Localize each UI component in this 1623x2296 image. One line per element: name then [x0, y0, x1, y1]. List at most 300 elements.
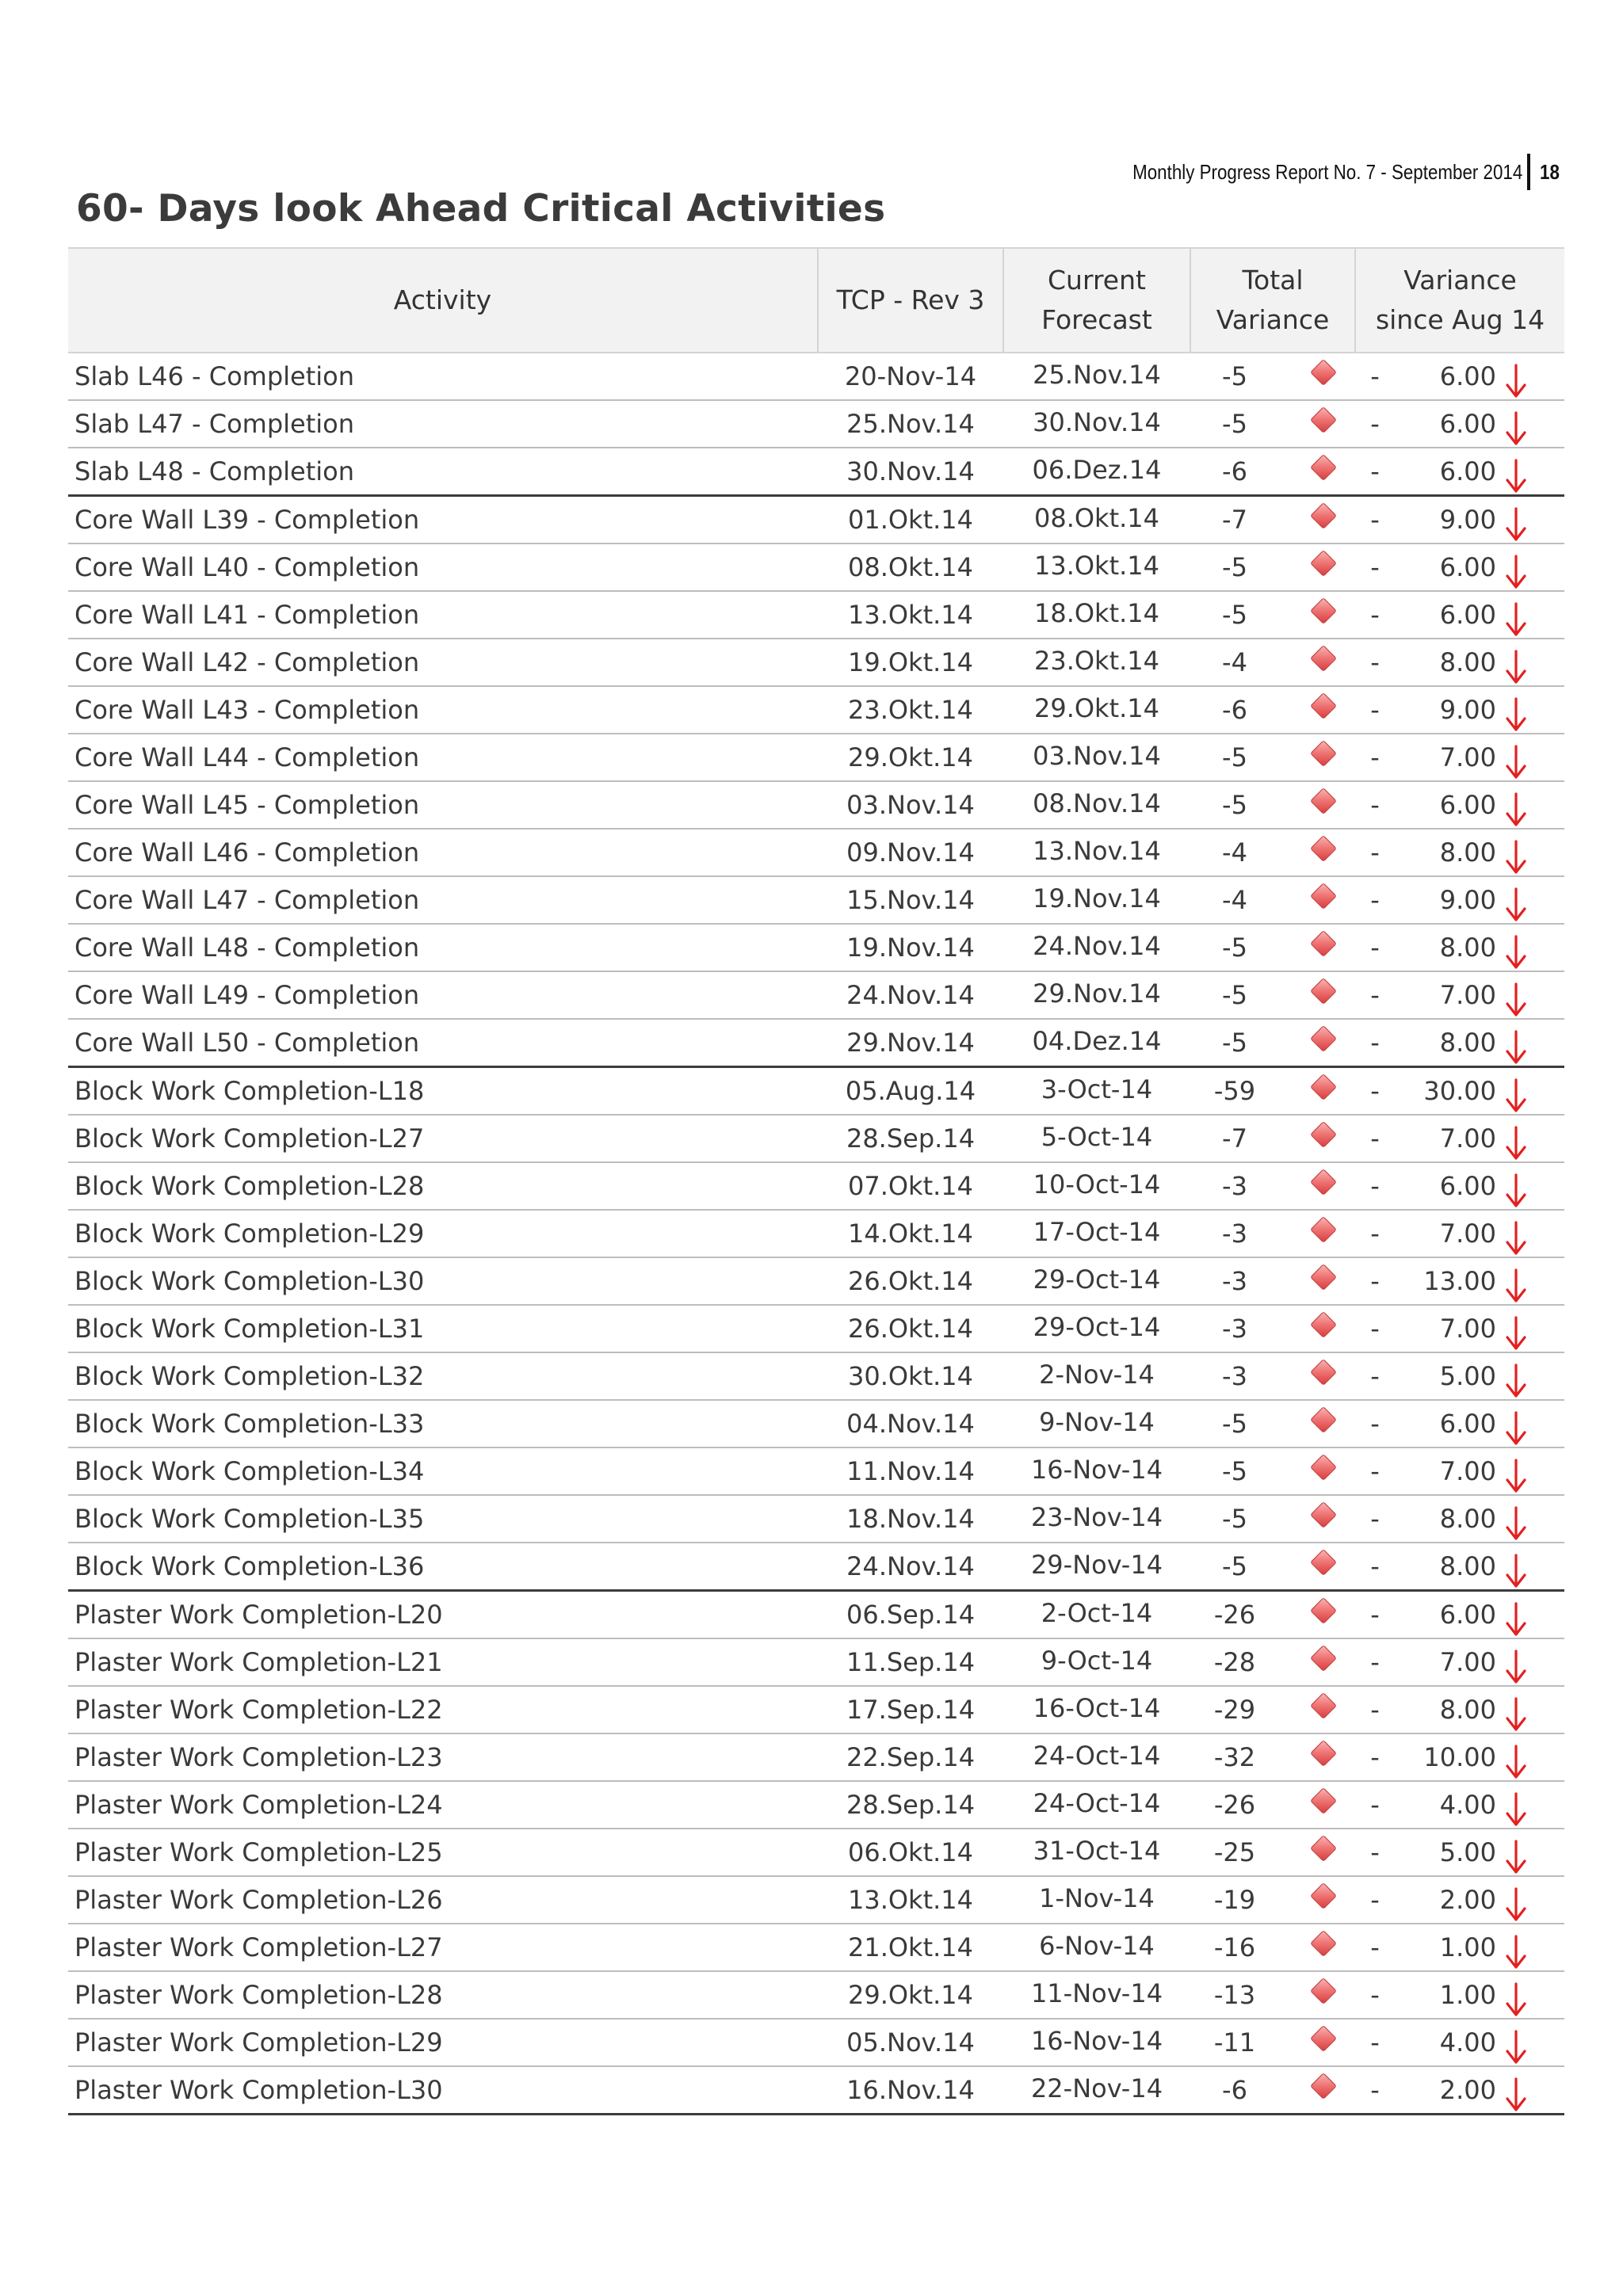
tcp-date-cell: 09.Nov.14	[818, 829, 1003, 876]
trend-cell	[1499, 829, 1564, 876]
forecast-date-cell: 9-Nov-14	[1003, 1398, 1190, 1446]
dash-cell: -	[1355, 1400, 1395, 1447]
total-variance-cell: -6	[1190, 2066, 1300, 2115]
red-diamond-icon	[1310, 597, 1337, 624]
tcp-date-cell: 26.Okt.14	[818, 1257, 1003, 1305]
forecast-date-cell: 29.Okt.14	[1003, 685, 1190, 732]
red-down-arrow-icon	[1499, 502, 1564, 537]
red-diamond-icon	[1310, 930, 1337, 957]
total-variance-cell: -3	[1190, 1210, 1300, 1257]
indicator-cell	[1300, 1971, 1355, 2019]
variance-since-cell: 6.00	[1395, 1400, 1499, 1447]
forecast-date-cell: 24-Oct-14	[1003, 1779, 1190, 1827]
trend-cell	[1499, 400, 1564, 448]
activity-cell: Core Wall L40 - Completion	[68, 543, 818, 591]
red-down-arrow-icon	[1499, 1311, 1564, 1346]
column-header-activity: Activity	[68, 248, 818, 353]
forecast-date-cell: 17-Oct-14	[1003, 1208, 1190, 1256]
activity-cell: Core Wall L39 - Completion	[68, 496, 818, 544]
dash-cell: -	[1355, 971, 1395, 1019]
red-diamond-icon	[1310, 1501, 1337, 1528]
forecast-date-cell: 2-Nov-14	[1003, 1351, 1190, 1398]
dash-cell: -	[1355, 876, 1395, 924]
table-row	[68, 1591, 1564, 1639]
tcp-date-cell: 16.Nov.14	[818, 2066, 1003, 2115]
variance-since-cell: 7.00	[1395, 1447, 1499, 1495]
variance-since-cell: 2.00	[1395, 2066, 1499, 2115]
indicator-cell	[1300, 1067, 1355, 1116]
red-down-arrow-icon	[1499, 1597, 1564, 1632]
red-diamond-icon	[1310, 1359, 1337, 1386]
forecast-date-cell: 24.Nov.14	[1003, 922, 1190, 970]
forecast-date-cell: 08.Nov.14	[1003, 780, 1190, 827]
tcp-date-cell: 25.Nov.14	[818, 400, 1003, 448]
red-down-arrow-icon	[1499, 2073, 1564, 2107]
dash-cell: -	[1355, 1495, 1395, 1543]
forecast-date-cell: 03.Nov.14	[1003, 732, 1190, 780]
tcp-date-cell: 30.Nov.14	[818, 448, 1003, 496]
indicator-cell	[1300, 1495, 1355, 1543]
red-diamond-icon	[1310, 1978, 1337, 2004]
red-diamond-icon	[1310, 1597, 1337, 1624]
indicator-cell	[1300, 400, 1355, 448]
forecast-date-cell: 30.Nov.14	[1003, 399, 1190, 446]
dash-cell: -	[1355, 1591, 1395, 1639]
variance-since-cell: 2.00	[1395, 1876, 1499, 1924]
variance-since-cell: 6.00	[1395, 1591, 1499, 1639]
red-down-arrow-icon	[1499, 550, 1564, 585]
dash-cell: -	[1355, 686, 1395, 734]
dash-cell: -	[1355, 1019, 1395, 1067]
red-down-arrow-icon	[1499, 1740, 1564, 1775]
column-header-tcp: TCP - Rev 3	[818, 248, 1003, 353]
table-row	[68, 639, 1564, 686]
red-diamond-icon	[1310, 502, 1337, 529]
trend-cell	[1499, 686, 1564, 734]
red-down-arrow-icon	[1499, 930, 1564, 965]
tcp-date-cell: 29.Okt.14	[818, 734, 1003, 781]
total-variance-cell: -3	[1190, 1305, 1300, 1352]
table-row	[68, 1686, 1564, 1733]
red-down-arrow-icon	[1499, 788, 1564, 822]
total-variance-cell: -28	[1190, 1638, 1300, 1686]
dash-cell: -	[1355, 2066, 1395, 2115]
variance-since-cell: 9.00	[1395, 686, 1499, 734]
dash-cell: -	[1355, 924, 1395, 971]
red-diamond-icon	[1310, 1454, 1337, 1481]
trend-cell	[1499, 1115, 1564, 1162]
header-divider	[1527, 154, 1530, 190]
variance-since-cell: 5.00	[1395, 1352, 1499, 1400]
trend-cell	[1499, 1686, 1564, 1733]
red-diamond-icon	[1310, 1645, 1337, 1672]
red-down-arrow-icon	[1499, 835, 1564, 870]
total-variance-cell: -5	[1190, 924, 1300, 971]
indicator-cell	[1300, 1543, 1355, 1591]
indicator-cell	[1300, 1352, 1355, 1400]
variance-since-cell: 8.00	[1395, 639, 1499, 686]
dash-cell: -	[1355, 1829, 1395, 1876]
total-variance-cell: -5	[1190, 543, 1300, 591]
activity-cell: Plaster Work Completion-L22	[68, 1686, 818, 1733]
activity-cell: Block Work Completion-L31	[68, 1305, 818, 1352]
trend-cell	[1499, 1971, 1564, 2019]
trend-cell	[1499, 496, 1564, 544]
total-variance-cell: -13	[1190, 1971, 1300, 2019]
forecast-date-cell: 9-Oct-14	[1003, 1637, 1190, 1684]
tcp-date-cell: 06.Sep.14	[818, 1591, 1003, 1639]
table-row	[68, 1543, 1564, 1591]
total-variance-cell: -3	[1190, 1352, 1300, 1400]
total-variance-cell: -5	[1190, 734, 1300, 781]
red-diamond-icon	[1310, 454, 1337, 481]
red-down-arrow-icon	[1499, 1787, 1564, 1822]
indicator-cell	[1300, 448, 1355, 496]
trend-cell	[1499, 1352, 1564, 1400]
red-diamond-icon	[1310, 788, 1337, 814]
table-header-row	[68, 248, 1564, 353]
tcp-date-cell: 29.Okt.14	[818, 1971, 1003, 2019]
page-title: 60- Days look Ahead Critical Activities	[76, 187, 886, 231]
forecast-date-cell: 10-Oct-14	[1003, 1161, 1190, 1208]
total-variance-cell: -4	[1190, 829, 1300, 876]
red-down-arrow-icon	[1499, 1835, 1564, 1870]
activity-cell: Core Wall L42 - Completion	[68, 639, 818, 686]
variance-since-cell: 6.00	[1395, 1162, 1499, 1210]
table-row	[68, 1781, 1564, 1829]
activity-cell: Core Wall L46 - Completion	[68, 829, 818, 876]
red-down-arrow-icon	[1499, 883, 1564, 917]
table-row	[68, 1971, 1564, 2019]
table-row	[68, 1638, 1564, 1686]
forecast-date-cell: 18.Okt.14	[1003, 589, 1190, 637]
red-down-arrow-icon	[1499, 645, 1564, 680]
indicator-cell	[1300, 1305, 1355, 1352]
page-number: 18	[1540, 159, 1560, 184]
tcp-date-cell: 15.Nov.14	[818, 876, 1003, 924]
variance-since-cell: 1.00	[1395, 1924, 1499, 1971]
forecast-date-cell: 25.Nov.14	[1003, 351, 1190, 399]
trend-cell	[1499, 876, 1564, 924]
tcp-date-cell: 26.Okt.14	[818, 1305, 1003, 1352]
table-row	[68, 543, 1564, 591]
indicator-cell	[1300, 1115, 1355, 1162]
tcp-date-cell: 05.Nov.14	[818, 2019, 1003, 2066]
red-down-arrow-icon	[1499, 1359, 1564, 1394]
table-row	[68, 1733, 1564, 1781]
activity-cell: Block Work Completion-L34	[68, 1447, 818, 1495]
indicator-cell	[1300, 1210, 1355, 1257]
forecast-date-cell: 23.Okt.14	[1003, 637, 1190, 685]
variance-since-cell: 13.00	[1395, 1257, 1499, 1305]
table-body	[68, 353, 1564, 2115]
tcp-date-cell: 03.Nov.14	[818, 781, 1003, 829]
total-variance-cell: -4	[1190, 639, 1300, 686]
activity-cell: Plaster Work Completion-L30	[68, 2066, 818, 2115]
table-row	[68, 1257, 1564, 1305]
red-diamond-icon	[1310, 740, 1337, 767]
activity-cell: Core Wall L44 - Completion	[68, 734, 818, 781]
forecast-date-cell: 6-Nov-14	[1003, 1922, 1190, 1970]
activity-cell: Plaster Work Completion-L27	[68, 1924, 818, 1971]
variance-since-cell: 7.00	[1395, 1210, 1499, 1257]
indicator-cell	[1300, 1781, 1355, 1829]
total-variance-cell: -11	[1190, 2019, 1300, 2066]
trend-cell	[1499, 1781, 1564, 1829]
variance-since-cell: 9.00	[1395, 496, 1499, 544]
total-variance-cell: -5	[1190, 1400, 1300, 1447]
column-header-current-forecast	[1003, 248, 1190, 353]
activity-cell: Block Work Completion-L33	[68, 1400, 818, 1447]
forecast-date-cell: 06.Dez.14	[1003, 446, 1190, 494]
indicator-cell	[1300, 1162, 1355, 1210]
variance-since-cell: 7.00	[1395, 1115, 1499, 1162]
forecast-date-cell: 24-Oct-14	[1003, 1732, 1190, 1779]
variance-since-cell: 6.00	[1395, 591, 1499, 639]
red-diamond-icon	[1310, 645, 1337, 672]
red-down-arrow-icon	[1499, 1025, 1564, 1060]
dash-cell: -	[1355, 400, 1395, 448]
variance-since-cell: 6.00	[1395, 781, 1499, 829]
activity-cell: Block Work Completion-L32	[68, 1352, 818, 1400]
red-diamond-icon	[1310, 1311, 1337, 1338]
table-row	[68, 1162, 1564, 1210]
dash-cell: -	[1355, 1257, 1395, 1305]
total-variance-cell: -6	[1190, 686, 1300, 734]
trend-cell	[1499, 1829, 1564, 1876]
indicator-cell	[1300, 829, 1355, 876]
activity-cell: Core Wall L43 - Completion	[68, 686, 818, 734]
red-diamond-icon	[1310, 835, 1337, 862]
red-diamond-icon	[1310, 359, 1337, 386]
trend-cell	[1499, 1733, 1564, 1781]
forecast-date-cell: 22-Nov-14	[1003, 2065, 1190, 2113]
activity-cell: Block Work Completion-L27	[68, 1115, 818, 1162]
forecast-date-cell: 23-Nov-14	[1003, 1493, 1190, 1541]
dash-cell: -	[1355, 1115, 1395, 1162]
column-header-total-variance-line1: Total	[1242, 265, 1304, 296]
activity-cell: Block Work Completion-L29	[68, 1210, 818, 1257]
table-row	[68, 1019, 1564, 1067]
variance-since-cell: 4.00	[1395, 1781, 1499, 1829]
indicator-cell	[1300, 781, 1355, 829]
red-down-arrow-icon	[1499, 1264, 1564, 1299]
table-row	[68, 1210, 1564, 1257]
indicator-cell	[1300, 924, 1355, 971]
variance-since-cell: 5.00	[1395, 1829, 1499, 1876]
indicator-cell	[1300, 2066, 1355, 2115]
variance-since-cell: 8.00	[1395, 829, 1499, 876]
red-down-arrow-icon	[1499, 406, 1564, 441]
tcp-date-cell: 24.Nov.14	[818, 1543, 1003, 1591]
column-header-current-forecast-line1: Current	[1048, 265, 1146, 296]
dash-cell: -	[1355, 1971, 1395, 2019]
table-row	[68, 781, 1564, 829]
total-variance-cell: -4	[1190, 876, 1300, 924]
red-diamond-icon	[1310, 1025, 1337, 1052]
variance-since-cell: 6.00	[1395, 448, 1499, 496]
table-row	[68, 2066, 1564, 2115]
table-row	[68, 1352, 1564, 1400]
total-variance-cell: -25	[1190, 1829, 1300, 1876]
trend-cell	[1499, 639, 1564, 686]
red-diamond-icon	[1310, 1549, 1337, 1576]
activity-cell: Plaster Work Completion-L29	[68, 2019, 818, 2066]
indicator-cell	[1300, 353, 1355, 400]
indicator-cell	[1300, 496, 1355, 544]
trend-cell	[1499, 734, 1564, 781]
indicator-cell	[1300, 1638, 1355, 1686]
dash-cell: -	[1355, 1876, 1395, 1924]
red-diamond-icon	[1310, 1882, 1337, 1909]
red-down-arrow-icon	[1499, 1454, 1564, 1489]
dash-cell: -	[1355, 496, 1395, 544]
total-variance-cell: -3	[1190, 1257, 1300, 1305]
forecast-date-cell: 11-Nov-14	[1003, 1970, 1190, 2017]
activity-cell: Plaster Work Completion-L20	[68, 1591, 818, 1639]
total-variance-cell: -5	[1190, 1495, 1300, 1543]
tcp-date-cell: 13.Okt.14	[818, 1876, 1003, 1924]
red-diamond-icon	[1310, 692, 1337, 719]
red-diamond-icon	[1310, 1835, 1337, 1862]
tcp-date-cell: 22.Sep.14	[818, 1733, 1003, 1781]
red-diamond-icon	[1310, 1406, 1337, 1433]
activity-cell: Slab L46 - Completion	[68, 353, 818, 400]
dash-cell: -	[1355, 448, 1395, 496]
report-title: Monthly Progress Report No. 7 - September 2014	[1132, 159, 1523, 184]
table-row	[68, 496, 1564, 544]
trend-cell	[1499, 1305, 1564, 1352]
dash-cell: -	[1355, 639, 1395, 686]
tcp-date-cell: 20-Nov-14	[818, 353, 1003, 400]
trend-cell	[1499, 1543, 1564, 1591]
red-down-arrow-icon	[1499, 1882, 1564, 1917]
tcp-date-cell: 07.Okt.14	[818, 1162, 1003, 1210]
red-down-arrow-icon	[1499, 359, 1564, 394]
column-header-total-variance	[1190, 248, 1355, 353]
total-variance-cell: -26	[1190, 1781, 1300, 1829]
dash-cell: -	[1355, 1543, 1395, 1591]
variance-since-cell: 7.00	[1395, 1305, 1499, 1352]
forecast-date-cell: 2-Oct-14	[1003, 1589, 1190, 1638]
table-row	[68, 1495, 1564, 1543]
table-row	[68, 353, 1564, 400]
tcp-date-cell: 29.Nov.14	[818, 1019, 1003, 1067]
table-row	[68, 829, 1564, 876]
indicator-cell	[1300, 1019, 1355, 1067]
table-row	[68, 1305, 1564, 1352]
forecast-date-cell: 3-Oct-14	[1003, 1066, 1190, 1114]
red-down-arrow-icon	[1499, 597, 1564, 632]
variance-since-cell: 1.00	[1395, 1971, 1499, 2019]
variance-since-cell: 7.00	[1395, 1638, 1499, 1686]
dash-cell: -	[1355, 2019, 1395, 2066]
column-header-current-forecast-line2: Forecast	[1041, 304, 1152, 335]
red-down-arrow-icon	[1499, 1549, 1564, 1584]
indicator-cell	[1300, 1924, 1355, 1971]
total-variance-cell: -59	[1190, 1067, 1300, 1116]
dash-cell: -	[1355, 1781, 1395, 1829]
activity-cell: Slab L48 - Completion	[68, 448, 818, 496]
indicator-cell	[1300, 1876, 1355, 1924]
red-down-arrow-icon	[1499, 740, 1564, 775]
red-diamond-icon	[1310, 883, 1337, 910]
total-variance-cell: -5	[1190, 353, 1300, 400]
trend-cell	[1499, 353, 1564, 400]
activity-cell: Plaster Work Completion-L21	[68, 1638, 818, 1686]
tcp-date-cell: 08.Okt.14	[818, 543, 1003, 591]
variance-since-cell: 10.00	[1395, 1733, 1499, 1781]
variance-since-cell: 4.00	[1395, 2019, 1499, 2066]
forecast-date-cell: 29-Nov-14	[1003, 1541, 1190, 1589]
dash-cell: -	[1355, 1067, 1395, 1116]
forecast-date-cell: 29-Oct-14	[1003, 1256, 1190, 1303]
table-row	[68, 734, 1564, 781]
red-diamond-icon	[1310, 1787, 1337, 1814]
red-down-arrow-icon	[1499, 1169, 1564, 1203]
variance-since-cell: 8.00	[1395, 1543, 1499, 1591]
total-variance-cell: -7	[1190, 1115, 1300, 1162]
red-diamond-icon	[1310, 1930, 1337, 1957]
tcp-date-cell: 30.Okt.14	[818, 1352, 1003, 1400]
red-diamond-icon	[1310, 550, 1337, 577]
forecast-date-cell: 5-Oct-14	[1003, 1113, 1190, 1161]
indicator-cell	[1300, 1686, 1355, 1733]
trend-cell	[1499, 1924, 1564, 1971]
activity-cell: Plaster Work Completion-L24	[68, 1781, 818, 1829]
tcp-date-cell: 21.Okt.14	[818, 1924, 1003, 1971]
dash-cell: -	[1355, 1638, 1395, 1686]
activity-cell: Plaster Work Completion-L28	[68, 1971, 818, 2019]
tcp-date-cell: 19.Nov.14	[818, 924, 1003, 971]
red-diamond-icon	[1310, 1692, 1337, 1719]
variance-since-cell: 8.00	[1395, 1495, 1499, 1543]
red-diamond-icon	[1310, 1121, 1337, 1148]
trend-cell	[1499, 1400, 1564, 1447]
tcp-date-cell: 13.Okt.14	[818, 591, 1003, 639]
dash-cell: -	[1355, 1686, 1395, 1733]
red-down-arrow-icon	[1499, 2025, 1564, 2060]
red-diamond-icon	[1310, 1264, 1337, 1291]
trend-cell	[1499, 591, 1564, 639]
total-variance-cell: -5	[1190, 1447, 1300, 1495]
red-down-arrow-icon	[1499, 1216, 1564, 1251]
activity-cell: Slab L47 - Completion	[68, 400, 818, 448]
table-row	[68, 1067, 1564, 1116]
activity-cell: Block Work Completion-L28	[68, 1162, 818, 1210]
tcp-date-cell: 19.Okt.14	[818, 639, 1003, 686]
table-row	[68, 924, 1564, 971]
forecast-date-cell: 1-Nov-14	[1003, 1875, 1190, 1922]
activity-cell: Plaster Work Completion-L26	[68, 1876, 818, 1924]
trend-cell	[1499, 448, 1564, 496]
indicator-cell	[1300, 1733, 1355, 1781]
dash-cell: -	[1355, 1162, 1395, 1210]
activity-cell: Core Wall L45 - Completion	[68, 781, 818, 829]
total-variance-cell: -5	[1190, 781, 1300, 829]
forecast-date-cell: 29-Oct-14	[1003, 1303, 1190, 1351]
tcp-date-cell: 01.Okt.14	[818, 496, 1003, 544]
red-down-arrow-icon	[1499, 1121, 1564, 1156]
red-down-arrow-icon	[1499, 454, 1564, 489]
trend-cell	[1499, 2019, 1564, 2066]
tcp-date-cell: 28.Sep.14	[818, 1115, 1003, 1162]
column-header-total-variance-line2: Variance	[1216, 304, 1330, 335]
total-variance-cell: -26	[1190, 1591, 1300, 1639]
indicator-cell	[1300, 639, 1355, 686]
trend-cell	[1499, 543, 1564, 591]
total-variance-cell: -16	[1190, 1924, 1300, 1971]
